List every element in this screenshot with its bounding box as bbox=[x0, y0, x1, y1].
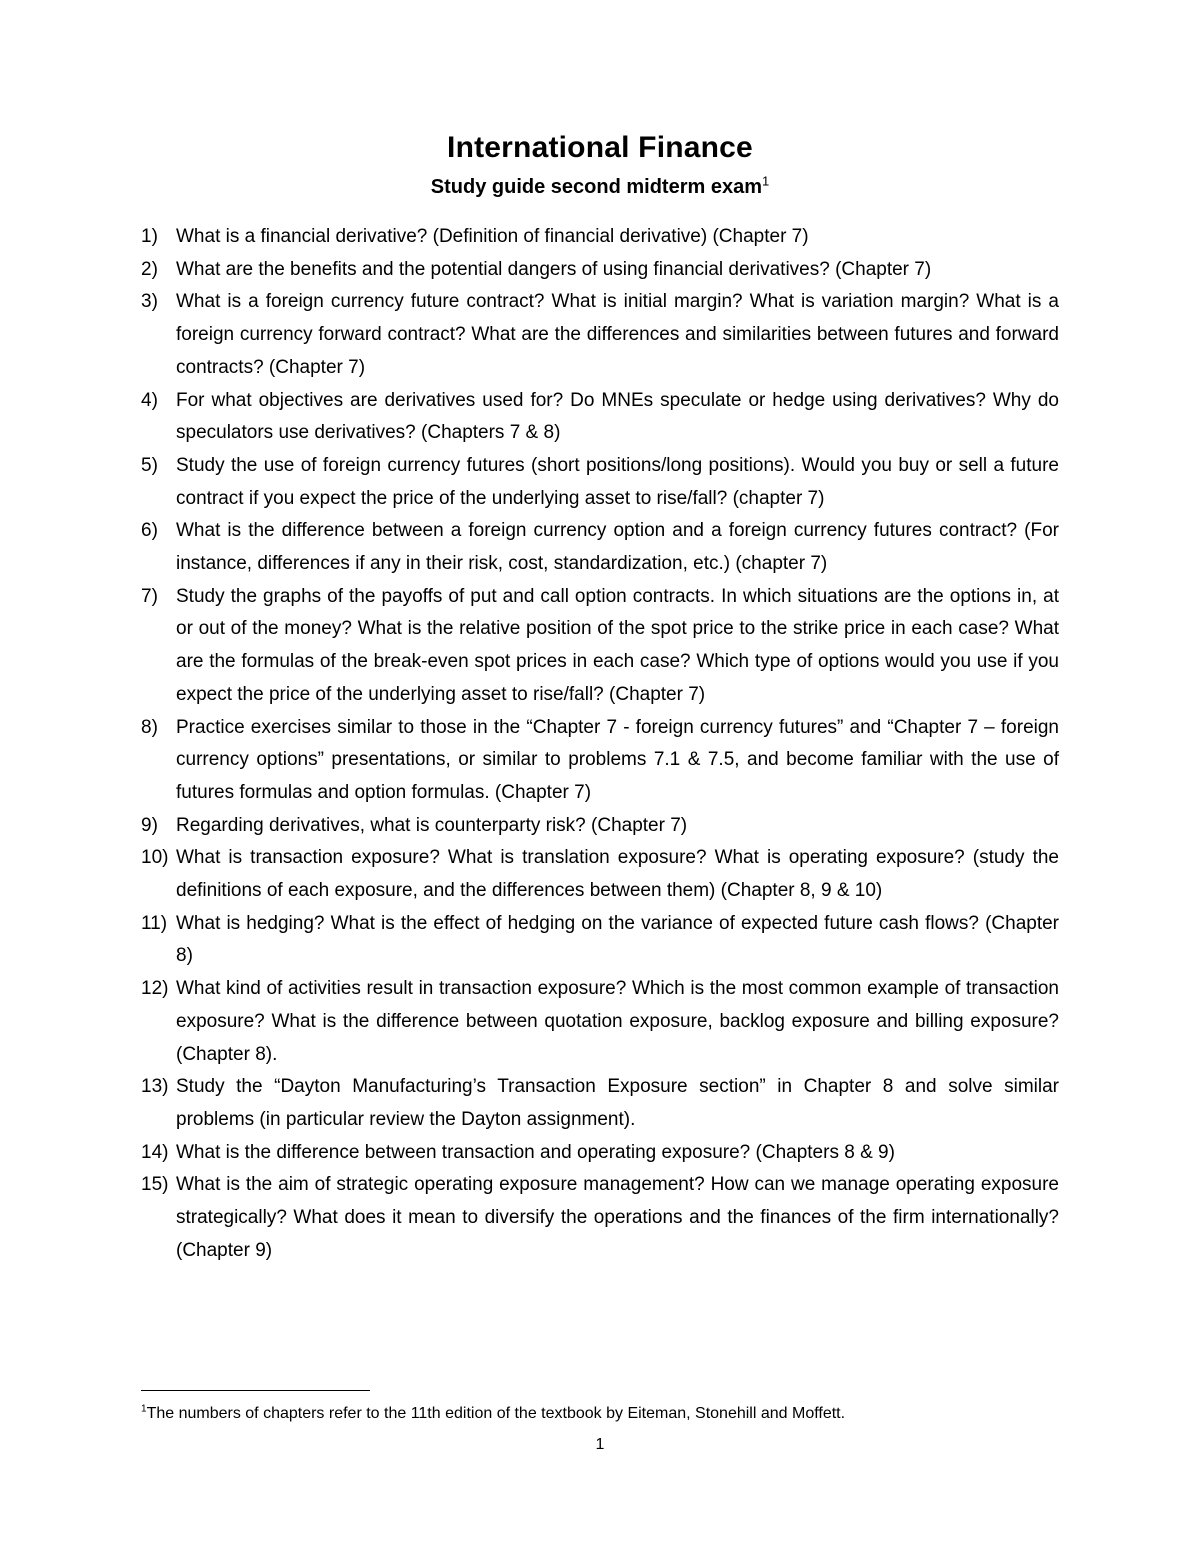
page-number: 1 bbox=[595, 1436, 605, 1453]
question-item bbox=[141, 221, 1059, 254]
question-item bbox=[141, 810, 1059, 843]
question-text: Study the graphs of the payoffs of put and call option contracts. In which situations are the options in, at or out of the money? What is the relative position of the spot price to the strike price in each case? What are the formulas of the break-even spot prices in each case? Which type of options would you use if you expect the price of the underlying asset to rise/fall? (Chapter 7) bbox=[176, 585, 1059, 705]
question-text: Regarding derivatives, what is counterparty risk? (Chapter 7) bbox=[176, 814, 688, 836]
footnote-reference[interactable]: 1 bbox=[761, 173, 770, 189]
question-text: Study the use of foreign currency futures (short positions/long positions). Would you buy or sell a future contract if you expect the price of the underlying asset to rise/fall? (chapter 7) bbox=[176, 454, 1059, 509]
question-text: What is a foreign currency future contract? What is initial margin? What is variation margin? What is a foreign currency forward contract? What are the differences and similarities between futures and forward contracts? (Chapter 7) bbox=[176, 291, 1059, 378]
question-number: 4) bbox=[141, 389, 158, 411]
question-item bbox=[141, 581, 1059, 712]
question-text: What is hedging? What is the effect of hedging on the variance of expected future cash flows? (Chapter 8) bbox=[176, 912, 1059, 967]
question-text: What is the difference between transaction and operating exposure? (Chapters 8 & 9) bbox=[176, 1141, 895, 1163]
question-item bbox=[141, 515, 1059, 580]
question-number: 11) bbox=[141, 912, 168, 934]
question-item bbox=[141, 908, 1059, 973]
question-number: 7) bbox=[141, 585, 158, 607]
question-item bbox=[141, 973, 1059, 1071]
question-text: What is the aim of strategic operating exposure management? How can we manage operating exposure strategically? What does it mean to diversify the operations and the finances of the firm internationally? (Chapter 9) bbox=[176, 1174, 1059, 1261]
question-number: 3) bbox=[141, 291, 158, 313]
question-text: What are the benefits and the potential dangers of using financial derivatives? (Chapter 7) bbox=[176, 258, 932, 280]
question-item bbox=[141, 385, 1059, 450]
question-item bbox=[141, 1071, 1059, 1136]
question-number: 1) bbox=[141, 226, 158, 247]
page-title: International Finance bbox=[447, 131, 753, 164]
question-item bbox=[141, 254, 1059, 287]
question-number: 15) bbox=[141, 1174, 169, 1196]
question-list bbox=[141, 221, 1059, 1268]
question-number: 2) bbox=[141, 258, 158, 280]
page-subtitle bbox=[0, 173, 1200, 199]
question-item bbox=[141, 286, 1059, 384]
footnote-separator bbox=[141, 1390, 370, 1391]
question-number: 6) bbox=[141, 520, 158, 542]
question-text: What kind of activities result in transaction exposure? Which is the most common example of transaction exposure? What is the difference between quotation exposure, backlog exposure and billing exposure? (Chapter 8). bbox=[176, 978, 1059, 1065]
question-item bbox=[141, 1169, 1059, 1267]
footnote-text: The numbers of chapters refer to the 11th edition of the textbook by Eiteman, Stonehill and Moffett. bbox=[146, 1405, 846, 1422]
question-number: 12) bbox=[141, 978, 169, 1000]
question-item bbox=[141, 712, 1059, 810]
question-text: Practice exercises similar to those in the “Chapter 7 - foreign currency futures” and “Chapter 7 – foreign currency options” presentations, or similar to problems 7.1 & 7.5, and become familiar with the use of futures formulas and option formulas. (Chapter 7) bbox=[176, 716, 1059, 803]
question-item bbox=[141, 1137, 1059, 1170]
question-number: 5) bbox=[141, 454, 158, 476]
question-item bbox=[141, 450, 1059, 515]
question-number: 13) bbox=[141, 1076, 169, 1098]
question-text: What is a financial derivative? (Definition of financial derivative) (Chapter 7) bbox=[176, 226, 809, 247]
footnote-mark: 1 bbox=[141, 1403, 147, 1415]
question-text: What is the difference between a foreign currency option and a foreign currency futures contract? (For instance, differences if any in their risk, cost, standardization, etc.) (chapter 7) bbox=[176, 520, 1059, 575]
footnote bbox=[141, 1404, 1059, 1424]
question-number: 8) bbox=[141, 716, 158, 738]
question-text: Study the “Dayton Manufacturing’s Transaction Exposure section” in Chapter 8 and solve similar problems (in particular review the Dayton assignment). bbox=[176, 1076, 1059, 1130]
question-text: For what objectives are derivatives used for? Do MNEs speculate or hedge using derivatives? Why do speculators use derivatives? (Chapters 7 & 8) bbox=[176, 389, 1059, 444]
question-number: 9) bbox=[141, 814, 158, 836]
question-number: 10) bbox=[141, 847, 169, 869]
question-text: What is transaction exposure? What is translation exposure? What is operating exposure? (study the definitions of each exposure, and the differences between them) (Chapter 8, 9 & 10) bbox=[176, 847, 1059, 902]
question-number: 14) bbox=[141, 1141, 169, 1163]
question-item bbox=[141, 842, 1059, 907]
subtitle-text: Study guide second midterm exam bbox=[430, 176, 762, 198]
